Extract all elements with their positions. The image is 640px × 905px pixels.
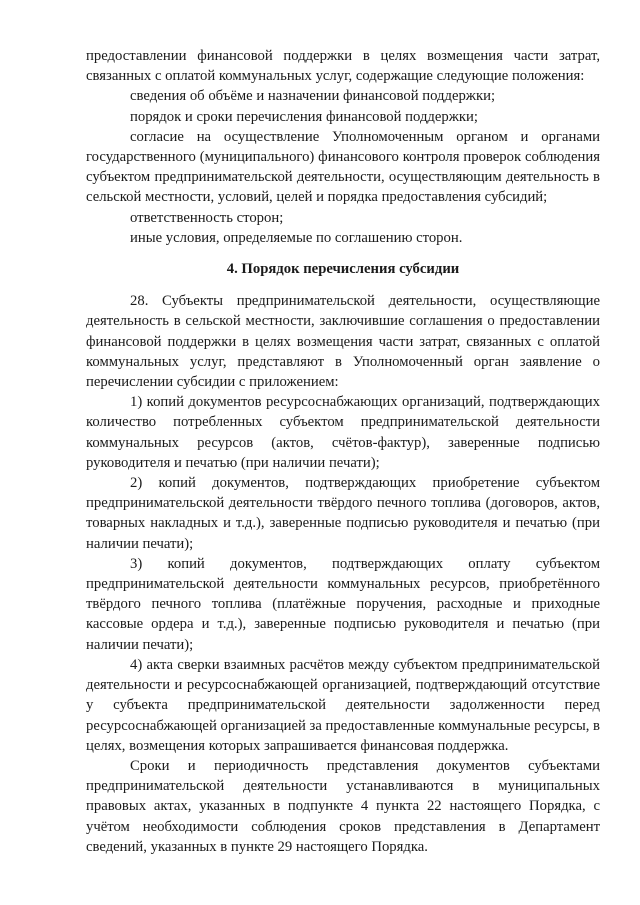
attachment-item-2: 2) копий документов, подтверждающих приобретение субъектом предпринимательской деятельности твёрдого печного топлива (договоров, актов, товарных накладных и т.д.), заверенные подписью руководителя и печатью (при наличии печати); (86, 475, 600, 552)
list-item-procedure: порядок и сроки перечисления финансовой поддержки; (130, 108, 478, 125)
list-item-responsibility: ответственность сторон; (130, 209, 284, 226)
paragraph-deadlines: Сроки и периодичность представления документов субъектами предпринимательской деятельности устанавливаются в муниципальных правовых актах, указанных в подпункте 4 пункта 22 настоящего Порядка, с учётом необходимости соблюдения сроков представления в Департамент сведений, указанных в пункте 29 настоящего Порядка. (86, 757, 600, 855)
document-page (86, 46, 600, 857)
paragraph-continuation: предоставлении финансовой поддержки в целях возмещения части затрат, связанных с оплатой коммунальных услуг, содержащие следующие положения: (86, 48, 600, 85)
list-item-volume: сведения об объёме и назначении финансовой поддержки; (130, 88, 496, 105)
attachment-item-1: 1) копий документов ресурсоснабжающих организаций, подтверждающих количество потребленных субъектом предпринимательской деятельности коммунальных ресурсов (актов, счётов-фактур), заверенные подписью руководителя и печатью (при наличии печати); (86, 394, 600, 471)
attachment-item-3: 3) копий документов, подтверждающих оплату субъектом предпринимательской деятельности коммунальных ресурсов, приобретённого твёрдого печного топлива (платёжные поручения, расходные и приходные кассовые ордера и т.д.), заверенные подписью руководителя и печатью (при наличии печати); (86, 555, 600, 653)
paragraph-28: 28. Субъекты предпринимательской деятельности, осуществляющие деятельность в сельской местности, заключившие соглашения о предоставлении финансовой поддержки в целях возмещения части затрат, связанных с оплатой коммунальных услуг, представляют в Уполномоченный орган заявление о перечислении субсидии с приложением: (86, 293, 600, 391)
attachment-item-4: 4) акта сверки взаимных расчётов между субъектом предпринимательской деятельности и ресурсоснабжающей организацией, подтверждающий отсутствие у субъекта предпринимательской деятельности задолженности перед ресурсоснабжающей организацией за предоставленные коммунальные ресурсы, в целях, возмещения которых запрашивается финансовая поддержка. (86, 656, 600, 754)
list-item-other-conditions: иные условия, определяемые по соглашению сторон. (130, 229, 463, 246)
list-item-consent: согласие на осуществление Уполномоченным органом и органами государственного (муниципального) финансового контроля проверок соблюдения субъектом предпринимательской деятельности, осуществляющим деятельность в сельской местности, условий, целей и порядка предоставления субсидий; (86, 128, 600, 206)
section-heading: 4. Порядок перечисления субсидии (226, 261, 460, 278)
